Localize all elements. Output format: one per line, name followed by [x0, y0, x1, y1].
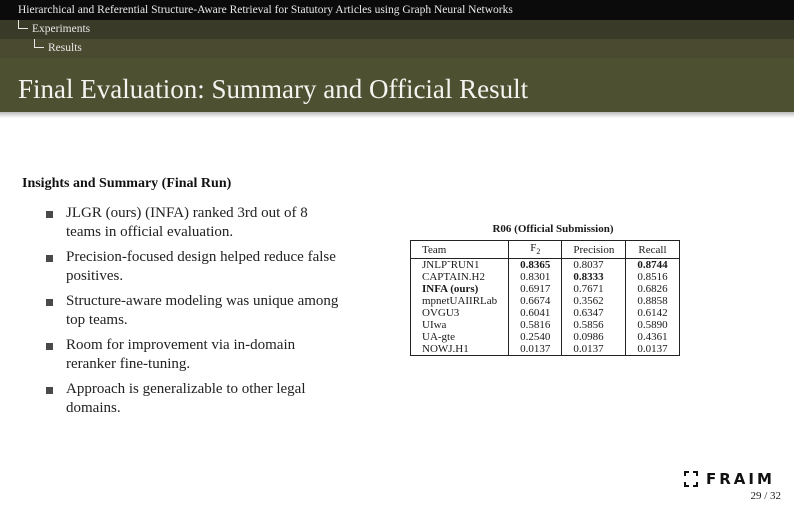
insights-heading: Insights and Summary (Final Run): [22, 176, 232, 191]
bullet-text: Structure-aware modeling was unique among top teams.: [66, 293, 339, 328]
square-bullet-icon: [46, 343, 53, 350]
f2-cell: 0.2540: [509, 331, 562, 343]
bullet-text: Approach is generalizable to other legal domains.: [66, 381, 306, 416]
bullet-text: JLGR (ours) (INFA) ranked 3rd out of 8 teams in official evaluation.: [66, 205, 308, 240]
f2-subscript: 2: [536, 247, 541, 257]
recall-cell: 0.8516: [626, 271, 679, 283]
logo-text: FRAIM: [706, 470, 775, 488]
column-header-precision: Precision: [562, 241, 626, 259]
table-row: [411, 295, 680, 307]
precision-cell: 0.6347: [562, 307, 626, 319]
list-item: [44, 292, 344, 330]
bullet-text: Room for improvement via in-domain reranker fine-tuning.: [66, 337, 296, 372]
square-bullet-icon: [46, 255, 53, 262]
square-bullet-icon: [46, 211, 53, 218]
bracket-icon: [684, 471, 698, 487]
recall-cell: 0.8858: [626, 295, 679, 307]
recall-cell: 0.4361: [626, 331, 679, 343]
f2-cell: 0.6041: [509, 307, 562, 319]
bullet-text: Precision-focused design helped reduce false positives.: [66, 249, 336, 284]
list-item: [44, 248, 344, 286]
list-item: [44, 336, 344, 374]
breadcrumb-subsection[interactable]: [0, 39, 794, 58]
column-header-recall: Recall: [626, 241, 679, 259]
insights-list: [44, 204, 344, 424]
tree-elbow-icon: [18, 20, 28, 29]
precision-cell: 0.8333: [562, 271, 626, 283]
fraim-logo: [684, 470, 775, 488]
header-paper-title[interactable]: Hierarchical and Referential Structure-Aware Retrieval for Statutory Articles using Graph Neural Networks: [0, 0, 794, 20]
list-item: [44, 380, 344, 418]
column-header-team: Team: [411, 241, 509, 259]
f2-label: F: [530, 242, 537, 254]
f2-cell: 0.8365: [509, 259, 562, 272]
page-number: 29 / 32: [750, 490, 781, 502]
breadcrumb-subsection-label: Results: [48, 42, 82, 54]
table-row: [411, 343, 680, 356]
team-cell: UIwa: [411, 319, 509, 331]
table-row: [411, 283, 680, 295]
table-header-row: [411, 241, 680, 259]
recall-cell: 0.5890: [626, 319, 679, 331]
team-cell: JNLP˜RUN1: [411, 259, 509, 272]
recall-cell: 0.8744: [626, 259, 679, 272]
results-table: [410, 240, 680, 356]
slide-title: Final Evaluation: Summary and Official Result: [18, 74, 529, 104]
recall-cell: 0.6142: [626, 307, 679, 319]
table-row: [411, 331, 680, 343]
tree-elbow-icon: [34, 39, 44, 48]
precision-cell: 0.7671: [562, 283, 626, 295]
precision-cell: 0.3562: [562, 295, 626, 307]
precision-cell: 0.0137: [562, 343, 626, 356]
list-item: [44, 204, 344, 242]
f2-cell: 0.6917: [509, 283, 562, 295]
precision-cell: 0.8037: [562, 259, 626, 272]
column-header-f2: [509, 241, 562, 259]
recall-cell: 0.0137: [626, 343, 679, 356]
team-cell: NOWJ.H1: [411, 343, 509, 356]
team-cell: mpnetUAIIRLab: [411, 295, 509, 307]
f2-cell: 0.8301: [509, 271, 562, 283]
title-shadow: [0, 112, 794, 118]
square-bullet-icon: [46, 387, 53, 394]
team-cell: OVGU3: [411, 307, 509, 319]
table-row: [411, 307, 680, 319]
table-row: [411, 271, 680, 283]
team-cell: UA-gte: [411, 331, 509, 343]
table-row: [411, 259, 680, 272]
breadcrumb-section[interactable]: [0, 20, 794, 39]
f2-cell: 0.6674: [509, 295, 562, 307]
table-caption: R06 (Official Submission): [492, 223, 614, 235]
f2-cell: 0.0137: [509, 343, 562, 356]
slide-title-bar: [0, 58, 794, 112]
team-cell: INFA (ours): [411, 283, 509, 295]
precision-cell: 0.0986: [562, 331, 626, 343]
f2-cell: 0.5816: [509, 319, 562, 331]
team-cell: CAPTAIN.H2: [411, 271, 509, 283]
square-bullet-icon: [46, 299, 53, 306]
recall-cell: 0.6826: [626, 283, 679, 295]
breadcrumb-section-label: Experiments: [32, 23, 91, 35]
precision-cell: 0.5856: [562, 319, 626, 331]
table-row: [411, 319, 680, 331]
